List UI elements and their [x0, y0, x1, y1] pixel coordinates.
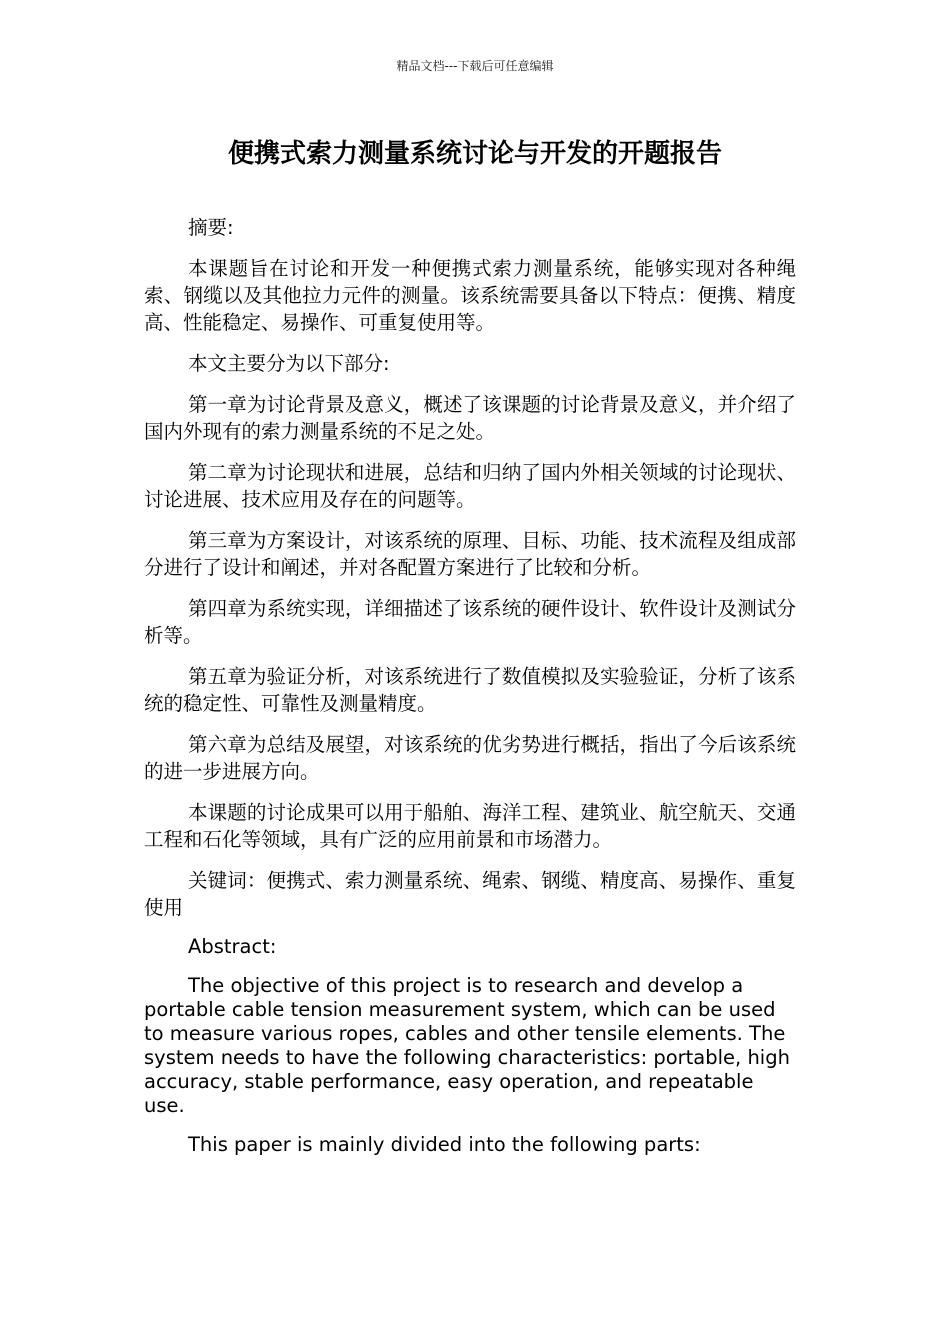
chapter-3-summary: 第三章为方案设计，对该系统的原理、目标、功能、技术流程及组成部分进行了设计和阐述，并对各配置方案进行了比较和分析。	[144, 529, 796, 579]
chapter-2-summary: 第二章为讨论现状和进展，总结和归纳了国内外相关领域的讨论现状、讨论进展、技术应用及存在的问题等。	[144, 461, 796, 511]
english-structure-intro: This paper is mainly divided into the following parts:	[188, 1133, 701, 1156]
abstract-heading: 摘要:	[188, 216, 234, 239]
chapter-1-summary: 第一章为讨论背景及意义，概述了该课题的讨论背景及意义，并介绍了国内外现有的索力测量系统的不足之处。	[144, 393, 796, 443]
chapter-6-summary: 第六章为总结及展望，对该系统的优劣势进行概括，指出了今后该系统的进一步进展方向。	[144, 733, 796, 783]
header-note: 精品文档---下载后可任意编辑	[396, 59, 554, 73]
keywords-paragraph: 关键词：便携式、索力测量系统、绳索、钢缆、精度高、易操作、重复使用	[144, 869, 796, 919]
chapter-5-summary: 第五章为验证分析，对该系统进行了数值模拟及实验验证，分析了该系统的稳定性、可靠性及测量精度。	[144, 665, 796, 715]
english-abstract-paragraph: The objective of this project is to research and develop a portable cable tension measurement system, which can be used to measure various ropes, cables and other tensile elements. The system needs to have the following characteristics: portable, high accuracy, stable performance, easy operation, and repeatable use.	[144, 974, 790, 1117]
chapter-4-summary: 第四章为系统实现，详细描述了该系统的硬件设计、软件设计及测试分析等。	[144, 597, 796, 647]
document-title: 便携式索力测量系统讨论与开发的开题报告	[227, 139, 722, 169]
document-body	[144, 214, 796, 1172]
abstract-paragraph: 本课题旨在讨论和开发一种便携式索力测量系统，能够实现对各种绳索、钢缆以及其他拉力元件的测量。该系统需要具备以下特点：便携、精度高、性能稳定、易操作、可重复使用等。	[144, 257, 796, 334]
english-abstract-heading: Abstract:	[188, 935, 277, 958]
applications-paragraph: 本课题的讨论成果可以用于船舶、海洋工程、建筑业、航空航天、交通工程和石化等领域，具有广泛的应用前景和市场潜力。	[144, 801, 796, 851]
structure-intro: 本文主要分为以下部分:	[188, 352, 390, 375]
